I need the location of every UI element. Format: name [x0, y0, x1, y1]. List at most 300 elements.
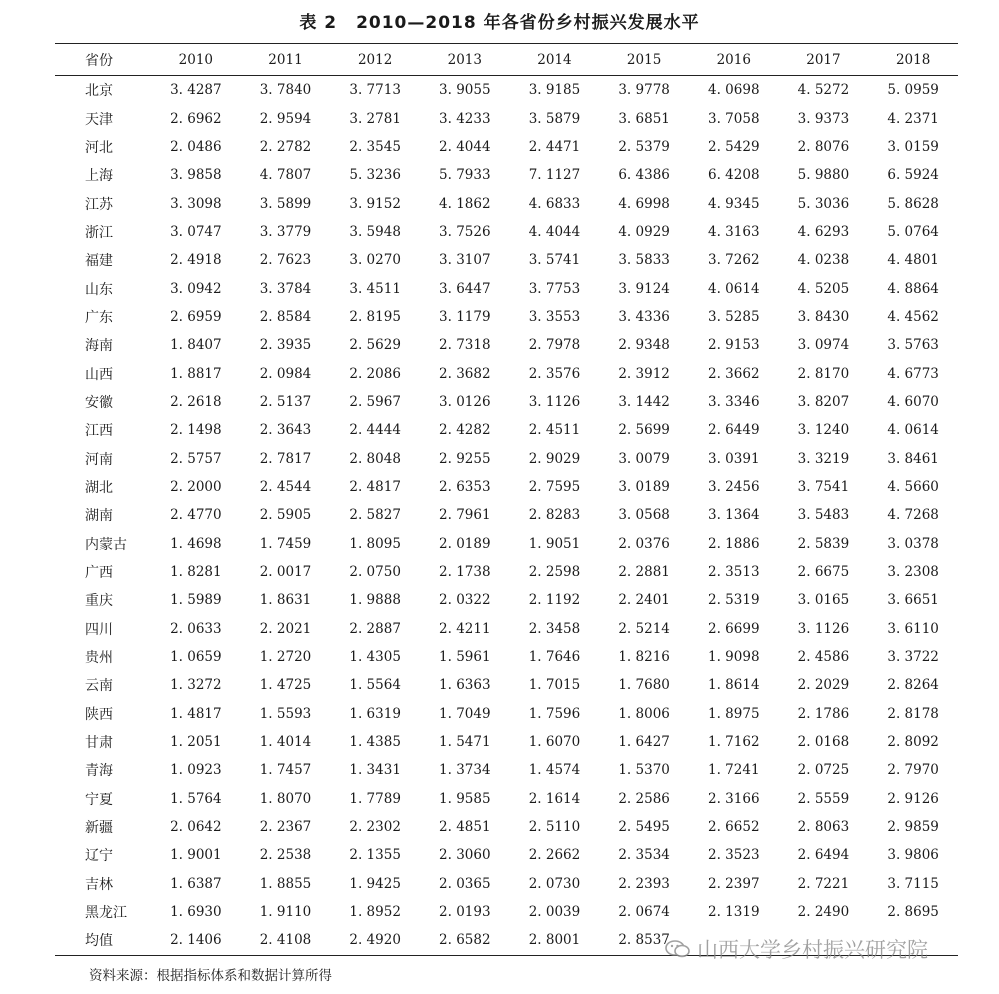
value-cell: 2. 6652: [708, 819, 760, 836]
province-cell: 河南: [85, 451, 113, 468]
value-cell: 2. 3576: [528, 365, 581, 382]
value-cell: 3. 6651: [887, 592, 939, 609]
province-cell: 江苏: [85, 196, 113, 213]
value-cell: 3. 8207: [797, 393, 850, 410]
value-cell: 1. 9001: [170, 847, 222, 864]
value-cell: 2. 2538: [259, 847, 312, 864]
value-cell: 1. 9585: [439, 790, 491, 807]
value-cell: 3. 1364: [708, 507, 760, 524]
value-cell: 2. 2397: [708, 875, 760, 892]
value-cell: 1. 8817: [170, 365, 222, 382]
value-cell: 3. 0126: [439, 393, 491, 410]
value-cell: 2. 2887: [349, 620, 401, 637]
value-cell: 3. 3779: [259, 223, 312, 240]
table-row: [55, 246, 958, 274]
value-cell: 6. 5924: [887, 167, 939, 184]
watermark: [665, 934, 928, 964]
header-cell: 2016: [689, 44, 779, 76]
header-cell: 2014: [510, 44, 600, 76]
value-cell: 4. 5660: [887, 478, 939, 495]
value-cell: 1. 8952: [349, 904, 401, 921]
value-cell: 2. 5839: [797, 535, 850, 552]
province-cell: 重庆: [85, 593, 113, 610]
value-cell: 2. 4586: [797, 649, 850, 666]
table-row: [55, 359, 958, 387]
province-cell: 广东: [85, 309, 113, 326]
table-row: [55, 841, 958, 869]
table-row: [55, 189, 958, 217]
value-cell: 2. 4282: [439, 422, 491, 439]
value-cell: 3. 7541: [797, 478, 850, 495]
value-cell: 2. 5379: [618, 138, 670, 155]
value-cell: 2. 5827: [349, 507, 401, 524]
value-cell: 2. 8001: [510, 926, 600, 955]
table-row: [55, 898, 958, 926]
value-cell: 3. 7753: [528, 280, 581, 297]
header-cell: 2010: [151, 44, 241, 76]
province-cell: 浙江: [85, 224, 113, 241]
value-cell: 2. 8537: [599, 926, 689, 955]
value-cell: 2. 2393: [618, 875, 670, 892]
table-title: [0, 8, 999, 33]
value-cell: 3. 3219: [797, 450, 850, 467]
value-cell: 4. 6998: [618, 195, 670, 212]
value-cell: 1. 7015: [528, 677, 581, 694]
value-cell: 2. 3662: [708, 365, 760, 382]
value-cell: 3. 5483: [797, 507, 850, 524]
value-cell: 2. 9153: [708, 337, 760, 354]
table-row: [55, 303, 958, 331]
value-cell: 3. 1179: [439, 308, 491, 325]
value-cell: 2. 7221: [797, 875, 850, 892]
value-cell: 1. 7680: [618, 677, 670, 694]
value-cell: 1. 8407: [170, 337, 222, 354]
province-cell: 天津: [85, 111, 113, 128]
value-cell: 2. 5629: [349, 337, 401, 354]
province-cell: 湖南: [85, 508, 113, 525]
value-cell: 2. 7595: [528, 478, 581, 495]
province-cell: 河北: [85, 139, 113, 156]
value-cell: 1. 5593: [259, 705, 312, 722]
value-cell: 3. 7840: [259, 82, 312, 99]
value-cell: 3. 6851: [618, 110, 670, 127]
value-cell: 2. 6494: [797, 847, 850, 864]
value-cell: 5. 9880: [797, 167, 850, 184]
value-cell: 4. 2371: [887, 110, 939, 127]
value-cell: 3. 1126: [528, 393, 581, 410]
value-cell: 2. 8195: [349, 308, 401, 325]
value-cell: 2. 5495: [618, 819, 670, 836]
value-cell: 6. 4386: [618, 167, 670, 184]
value-cell: 4. 4044: [528, 223, 581, 240]
value-cell: 3. 0189: [618, 478, 670, 495]
value-cell: 2. 0376: [618, 535, 670, 552]
value-cell: 2. 8264: [887, 677, 939, 694]
value-cell: 1. 3734: [439, 762, 491, 779]
value-cell: 2. 4920: [330, 926, 420, 955]
value-cell: 5. 0959: [887, 82, 939, 99]
value-cell: 3. 0270: [349, 252, 401, 269]
value-cell: 3. 2781: [349, 110, 401, 127]
value-cell: 3. 9152: [349, 195, 401, 212]
value-cell: 3. 6110: [887, 620, 939, 637]
value-cell: 2. 2000: [170, 478, 222, 495]
province-cell: 山东: [85, 281, 113, 298]
value-cell: 2. 8076: [797, 138, 850, 155]
value-cell: 1. 9888: [349, 592, 401, 609]
value-cell: 1. 6930: [170, 904, 222, 921]
value-cell: 2. 0168: [797, 734, 850, 751]
province-cell: 山西: [85, 366, 113, 383]
value-cell: 3. 3784: [259, 280, 312, 297]
value-cell: 4. 0929: [618, 223, 670, 240]
value-cell: 2. 1786: [797, 705, 850, 722]
value-cell: 2. 0642: [170, 819, 222, 836]
table-row: [55, 473, 958, 501]
value-cell: 2. 3643: [259, 422, 312, 439]
source-note: 资料来源：根据指标体系和数据计算所得: [89, 968, 332, 984]
value-cell: 3. 7713: [349, 82, 401, 99]
value-cell: 1. 9051: [528, 535, 581, 552]
value-cell: 2. 8048: [349, 450, 401, 467]
table-header-row: [55, 44, 958, 76]
value-cell: 2. 9029: [528, 450, 581, 467]
value-cell: 3. 0159: [887, 138, 939, 155]
value-cell: 2. 2782: [259, 138, 312, 155]
value-cell: 3. 9858: [170, 167, 222, 184]
table-row: [55, 104, 958, 132]
value-cell: 3. 3553: [528, 308, 581, 325]
table-row: [55, 274, 958, 302]
value-cell: 2. 0633: [170, 620, 222, 637]
value-cell: 2. 2598: [528, 564, 581, 581]
value-cell: 3. 3346: [708, 393, 760, 410]
value-cell: 3. 0378: [887, 535, 939, 552]
value-cell: 1. 4725: [259, 677, 312, 694]
value-cell: 3. 6447: [439, 280, 491, 297]
table-row: [55, 700, 958, 728]
value-cell: 4. 0614: [708, 280, 760, 297]
value-cell: 2. 7978: [528, 337, 581, 354]
value-cell: 1. 9098: [708, 649, 760, 666]
value-cell: 3. 5741: [528, 252, 581, 269]
value-cell: 5. 3236: [349, 167, 401, 184]
value-cell: 3. 0942: [170, 280, 222, 297]
province-cell: 均值: [55, 926, 151, 955]
province-cell: 青海: [85, 763, 113, 780]
value-cell: 2. 1498: [170, 422, 222, 439]
value-cell: 1. 4014: [259, 734, 312, 751]
value-cell: 2. 8584: [259, 308, 312, 325]
value-cell: 3. 2456: [708, 478, 760, 495]
table-row: [55, 586, 958, 614]
wechat-icon: [665, 939, 691, 959]
value-cell: 5. 7933: [439, 167, 491, 184]
value-cell: 2. 6353: [439, 478, 491, 495]
value-cell: 3. 0747: [170, 223, 222, 240]
province-cell: 江西: [85, 423, 113, 440]
value-cell: 1. 3272: [170, 677, 222, 694]
value-cell: 2. 6962: [170, 110, 222, 127]
value-cell: 2. 5757: [170, 450, 222, 467]
value-cell: 3. 9185: [528, 82, 581, 99]
value-cell: 1. 8614: [708, 677, 760, 694]
province-cell: 宁夏: [85, 791, 113, 808]
value-cell: 1. 6319: [349, 705, 401, 722]
value-cell: 2. 4044: [439, 138, 491, 155]
value-cell: 3. 3098: [170, 195, 222, 212]
value-cell: 3. 7262: [708, 252, 760, 269]
value-cell: 2. 2401: [618, 592, 670, 609]
table-row: [55, 615, 958, 643]
value-cell: 2. 2618: [170, 393, 222, 410]
province-cell: 内蒙古: [85, 536, 127, 553]
value-cell: 1. 6387: [170, 875, 222, 892]
value-cell: 1. 7459: [259, 535, 312, 552]
value-cell: 2. 7623: [259, 252, 312, 269]
header-cell: 2018: [868, 44, 958, 76]
watermark-text: 山西大学乡村振兴研究院: [697, 938, 928, 962]
value-cell: 2. 3545: [349, 138, 401, 155]
value-cell: 1. 8216: [618, 649, 670, 666]
value-cell: 1. 7789: [349, 790, 401, 807]
value-cell: 3. 5879: [528, 110, 581, 127]
table-row: [55, 444, 958, 472]
value-cell: 2. 0486: [170, 138, 222, 155]
value-cell: 2. 4544: [259, 478, 312, 495]
table-row: [55, 813, 958, 841]
value-cell: 1. 8070: [259, 790, 312, 807]
value-cell: 4. 3163: [708, 223, 760, 240]
table-row: [55, 218, 958, 246]
value-cell: 2. 8063: [797, 819, 850, 836]
value-cell: 2. 3166: [708, 790, 760, 807]
value-cell: 5. 8628: [887, 195, 939, 212]
value-cell: 4. 6070: [887, 393, 939, 410]
header-cell: 2011: [241, 44, 331, 76]
value-cell: 1. 3431: [349, 762, 401, 779]
value-cell: 1. 8631: [259, 592, 312, 609]
value-cell: 2. 2490: [797, 904, 850, 921]
value-cell: 1. 0923: [170, 762, 222, 779]
value-cell: 1. 8855: [259, 875, 312, 892]
table-body: [55, 76, 958, 956]
value-cell: 1. 7241: [708, 762, 760, 779]
value-cell: 3. 7058: [708, 110, 760, 127]
value-cell: 6. 4208: [708, 167, 760, 184]
value-cell: 2. 1319: [708, 904, 760, 921]
value-cell: 2. 2021: [259, 620, 312, 637]
value-cell: 1. 6363: [439, 677, 491, 694]
value-cell: 2. 7817: [259, 450, 312, 467]
value-cell: 1. 4574: [528, 762, 581, 779]
value-cell: 2. 6959: [170, 308, 222, 325]
value-cell: 3. 4233: [439, 110, 491, 127]
value-cell: 4. 7268: [887, 507, 939, 524]
value-cell: 1. 5471: [439, 734, 491, 751]
value-cell: 4. 6833: [528, 195, 581, 212]
value-cell: 3. 0165: [797, 592, 850, 609]
value-cell: 3. 0974: [797, 337, 850, 354]
table-row: [55, 133, 958, 161]
value-cell: 3. 0079: [618, 450, 670, 467]
value-cell: 4. 0698: [708, 82, 760, 99]
value-cell: 2. 8092: [887, 734, 939, 751]
province-cell: 新疆: [85, 820, 113, 837]
value-cell: 4. 4562: [887, 308, 939, 325]
value-cell: 2. 2586: [618, 790, 670, 807]
value-cell: 3. 5899: [259, 195, 312, 212]
value-cell: 5. 0764: [887, 223, 939, 240]
table-row: [55, 416, 958, 444]
value-cell: 2. 2029: [797, 677, 850, 694]
value-cell: 2. 5905: [259, 507, 312, 524]
table-row: [55, 331, 958, 359]
province-cell: 福建: [85, 253, 113, 270]
value-cell: 2. 9348: [618, 337, 670, 354]
value-cell: 2. 5110: [528, 819, 581, 836]
value-cell: 3. 5948: [349, 223, 401, 240]
value-cell: 1. 2720: [259, 649, 312, 666]
value-cell: 4. 9345: [708, 195, 760, 212]
value-cell: 3. 1126: [797, 620, 850, 637]
value-cell: 3. 8461: [887, 450, 939, 467]
value-cell: 3. 2308: [887, 564, 939, 581]
value-cell: 2. 3060: [439, 847, 491, 864]
value-cell: 3. 0391: [708, 450, 760, 467]
value-cell: 7. 1127: [528, 167, 581, 184]
value-cell: 4. 7807: [259, 167, 312, 184]
table-row: [55, 756, 958, 784]
data-table: [55, 43, 958, 956]
value-cell: 4. 8864: [887, 280, 939, 297]
value-cell: 1. 6070: [528, 734, 581, 751]
value-cell: 3. 1240: [797, 422, 850, 439]
value-cell: 1. 5989: [170, 592, 222, 609]
value-cell: 2. 7970: [887, 762, 939, 779]
value-cell: 2. 1355: [349, 847, 401, 864]
value-cell: 2. 0365: [439, 875, 491, 892]
value-cell: 4. 5205: [797, 280, 850, 297]
province-cell: 甘肃: [85, 735, 113, 752]
province-cell: 四川: [85, 621, 113, 638]
value-cell: 4. 0614: [887, 422, 939, 439]
value-cell: 3. 5285: [708, 308, 760, 325]
value-cell: 2. 2662: [528, 847, 581, 864]
value-cell: 2. 1192: [528, 592, 581, 609]
value-cell: 3. 5763: [887, 337, 939, 354]
value-cell: 3. 9055: [439, 82, 491, 99]
value-cell: 2. 5137: [259, 393, 312, 410]
value-cell: 4. 6773: [887, 365, 939, 382]
table-row: [55, 530, 958, 558]
value-cell: 2. 9255: [439, 450, 491, 467]
value-cell: 2. 0189: [439, 535, 491, 552]
value-cell: 1. 9425: [349, 875, 401, 892]
value-cell: 2. 2367: [259, 819, 312, 836]
table-row: [55, 785, 958, 813]
province-cell: 湖北: [85, 479, 113, 496]
province-cell: 贵州: [85, 650, 113, 667]
value-cell: 2. 1738: [439, 564, 491, 581]
value-cell: 2. 5967: [349, 393, 401, 410]
value-cell: 2. 5214: [618, 620, 670, 637]
value-cell: 1. 4698: [170, 535, 222, 552]
value-cell: 2. 3513: [708, 564, 760, 581]
table-title-text: 2010—2018 年各省份乡村振兴发展水平: [356, 13, 700, 33]
value-cell: 1. 8095: [349, 535, 401, 552]
value-cell: 4. 6293: [797, 223, 850, 240]
value-cell: 1. 7162: [708, 734, 760, 751]
value-cell: 4. 1862: [439, 195, 491, 212]
value-cell: 2. 6449: [708, 422, 760, 439]
value-cell: 2. 8283: [528, 507, 581, 524]
value-cell: 2. 5429: [708, 138, 760, 155]
value-cell: 2. 3534: [618, 847, 670, 864]
value-cell: 1. 5564: [349, 677, 401, 694]
value-cell: 3. 4336: [618, 308, 670, 325]
value-cell: 3. 7526: [439, 223, 491, 240]
table-number: 表 2: [299, 13, 338, 33]
value-cell: 4. 4801: [887, 252, 939, 269]
value-cell: 2. 4817: [349, 478, 401, 495]
value-cell: 2. 1614: [528, 790, 581, 807]
header-cell: 2013: [420, 44, 510, 76]
value-cell: 3. 5833: [618, 252, 670, 269]
value-cell: 1. 6427: [618, 734, 670, 751]
value-cell: 1. 5764: [170, 790, 222, 807]
table-row: [55, 161, 958, 189]
province-cell: 黑龙江: [85, 905, 127, 922]
province-cell: 海南: [85, 338, 113, 355]
province-cell: 广西: [85, 565, 113, 582]
value-cell: 2. 1406: [151, 926, 241, 955]
value-cell: 2. 5319: [708, 592, 760, 609]
value-cell: 3. 9778: [618, 82, 670, 99]
province-cell: 吉林: [85, 876, 113, 893]
value-cell: 2. 0750: [349, 564, 401, 581]
value-cell: 2. 9126: [887, 790, 939, 807]
table-row: [55, 501, 958, 529]
value-cell: 2. 4444: [349, 422, 401, 439]
value-cell: 3. 9373: [797, 110, 850, 127]
value-cell: 2. 2302: [349, 819, 401, 836]
table-row: [55, 388, 958, 416]
value-cell: 2. 0984: [259, 365, 312, 382]
value-cell: 2. 0039: [528, 904, 581, 921]
value-cell: 2. 4770: [170, 507, 222, 524]
value-cell: 2. 9859: [887, 819, 939, 836]
value-cell: 2. 2881: [618, 564, 670, 581]
value-cell: 2. 6699: [708, 620, 760, 637]
value-cell: 3. 1442: [618, 393, 670, 410]
table-row: [55, 558, 958, 586]
value-cell: 2. 0322: [439, 592, 491, 609]
value-cell: 2. 3523: [708, 847, 760, 864]
table-row: [55, 671, 958, 699]
table-row: [55, 728, 958, 756]
value-cell: 1. 4385: [349, 734, 401, 751]
value-cell: 1. 2051: [170, 734, 222, 751]
value-cell: 1. 7646: [528, 649, 581, 666]
value-cell: 1. 7457: [259, 762, 312, 779]
value-cell: 2. 3458: [528, 620, 581, 637]
value-cell: 1. 7596: [528, 705, 581, 722]
value-cell: 2. 4918: [170, 252, 222, 269]
province-cell: 安徽: [85, 394, 113, 411]
table-row: [55, 870, 958, 898]
header-cell: 2017: [779, 44, 869, 76]
